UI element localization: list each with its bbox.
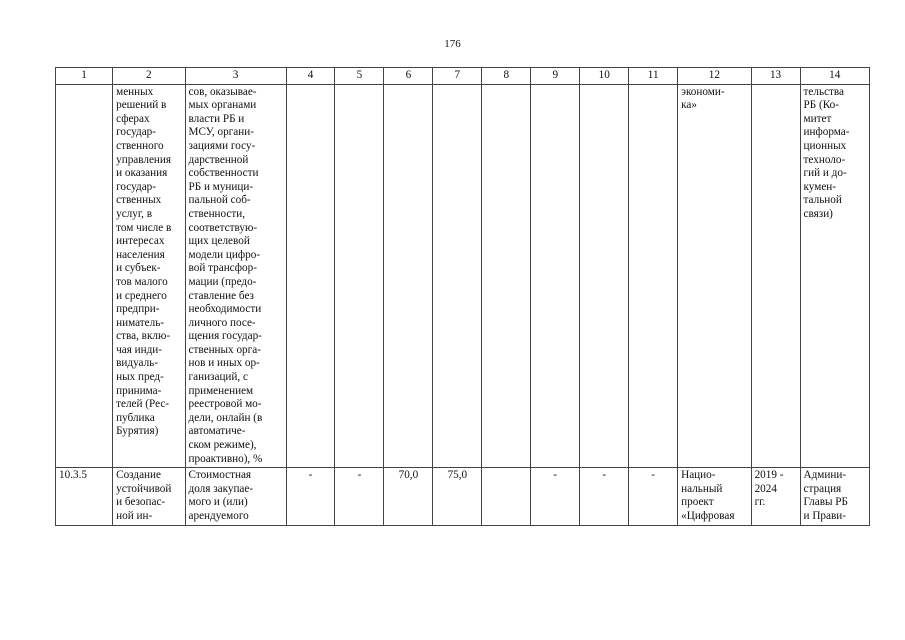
table-cell: -	[286, 468, 335, 525]
table-cell: Создание устойчивой и безопас- ной ин-	[113, 468, 185, 525]
header-cell: 5	[335, 68, 384, 85]
header-cell: 11	[629, 68, 678, 85]
table-cell: 70,0	[384, 468, 433, 525]
table-row	[56, 84, 870, 468]
header-cell: 10	[580, 68, 629, 85]
header-cell: 13	[751, 68, 800, 85]
table-cell: -	[335, 468, 384, 525]
table-cell: 10.3.5	[56, 468, 113, 525]
table-cell	[286, 84, 335, 468]
table-cell	[384, 84, 433, 468]
table-cell: менных решений в сферах государ- ственного управления и оказания государ- ственных услуг, в том числе в интересах населения и субъек- тов малого и среднего предпри- ниматель- ства, вклю- чая инди- видуаль- ных пред- принима- телей (Рес- публика Бурятия)	[113, 84, 185, 468]
table-cell: Нацио- нальный проект «Цифровая	[678, 468, 751, 525]
table-cell: тельства РБ (Ко- митет информа- ционных техноло- гий и до- кумен- тальной связи)	[800, 84, 869, 468]
header-cell: 12	[678, 68, 751, 85]
table-cell	[580, 84, 629, 468]
header-cell: 7	[433, 68, 482, 85]
table-cell: 2019 - 2024 гг.	[751, 468, 800, 525]
table-cell	[751, 84, 800, 468]
header-cell: 3	[185, 68, 286, 85]
table-cell	[629, 84, 678, 468]
table-cell: 75,0	[433, 468, 482, 525]
table-cell	[335, 84, 384, 468]
table-cell	[482, 468, 531, 525]
table-cell: -	[580, 468, 629, 525]
table-cell: экономи- ка»	[678, 84, 751, 468]
header-cell: 6	[384, 68, 433, 85]
header-cell: 4	[286, 68, 335, 85]
table-row	[56, 468, 870, 525]
header-cell: 2	[113, 68, 185, 85]
header-cell: 8	[482, 68, 531, 85]
table-cell: -	[629, 468, 678, 525]
indicators-table	[55, 67, 870, 526]
header-cell: 9	[531, 68, 580, 85]
table-cell: Админи- страция Главы РБ и Прави-	[800, 468, 869, 525]
table-cell: -	[531, 468, 580, 525]
header-cell: 1	[56, 68, 113, 85]
table-cell: сов, оказывае- мых органами власти РБ и МСУ, органи- зациями госу- дарственной собственности РБ и муници- пальной соб- ственности, соответствую- щих целевой модели цифро- вой трансфор- мации (предо- ставление без необходимости личного посе- щения государ- ственных орга- нов и иных ор- ганизаций, с применением реестровой мо- дели, онлайн (в автоматиче- ском режиме), проактивно), %	[185, 84, 286, 468]
table-cell: Стоимостная доля закупае- мого и (или) арендуемого	[185, 468, 286, 525]
table-cell	[56, 84, 113, 468]
table-cell	[531, 84, 580, 468]
table-cell	[482, 84, 531, 468]
page-number: 176	[444, 38, 461, 50]
table-header-row	[56, 68, 870, 85]
table-cell	[433, 84, 482, 468]
header-cell: 14	[800, 68, 869, 85]
